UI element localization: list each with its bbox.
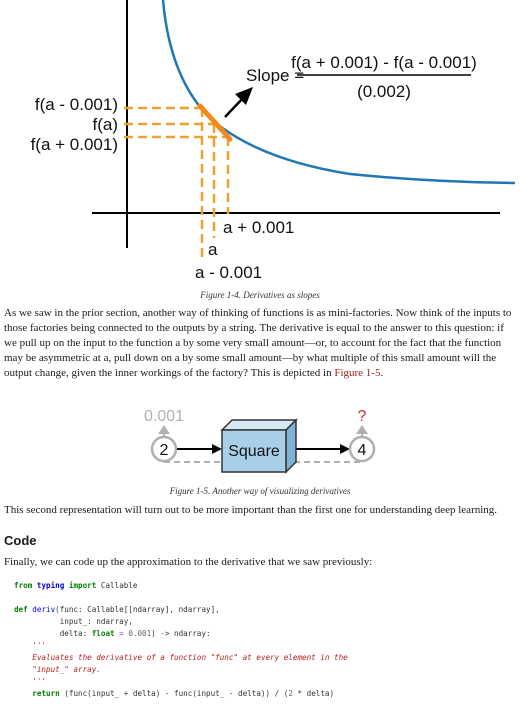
input-value: 2 (159, 442, 169, 459)
input-delta-label: 0.001 (143, 408, 185, 425)
paragraph-factories (4, 306, 516, 381)
figure-1-5-link[interactable]: Figure 1-5 (334, 367, 381, 379)
label-slope-numerator: f(a + 0.001) - f(a - 0.001) (291, 53, 477, 72)
section-heading-code: Code (4, 533, 37, 548)
code-token: * delta) (292, 689, 335, 698)
input-arrow-head (212, 444, 222, 454)
code-line: Evaluates the derivative of a function "func" at every element in the (14, 653, 348, 662)
code-token: 2 (288, 689, 293, 698)
label-slope-denominator: (0.002) (357, 82, 411, 101)
paragraph-code-intro: Finally, we can code up the approximation to the derivative that we saw previously: (4, 556, 373, 568)
output-value: 4 (357, 442, 367, 459)
code-token: ) -> ndarray: (151, 629, 211, 638)
code-token: 0.001 (128, 629, 152, 638)
code-token: = (114, 629, 129, 638)
label-x-a-plus: a + 0.001 (223, 218, 295, 237)
tangent-segment (200, 106, 230, 139)
label-f-a-minus: f(a - 0.001) (34, 95, 118, 114)
paragraph-second-representation: This second representation will turn out to be more important than the first one for understanding deep learning. (4, 504, 498, 516)
code-token: Callable (100, 581, 138, 590)
code-token: def (14, 605, 28, 614)
code-token: return (32, 689, 60, 698)
output-up-arrow (356, 425, 368, 434)
figure-1-4-caption: Figure 1-4. Derivatives as slopes (200, 290, 320, 300)
code-token: delta: (14, 629, 92, 638)
label-x-a: a (208, 240, 218, 259)
code-line: ''' (14, 677, 47, 686)
figure-derivatives-as-slopes (0, 0, 520, 285)
paragraph-factories-end: . (380, 367, 384, 379)
figure-1-5-caption: Figure 1-5. Another way of visualizing derivatives (169, 486, 351, 496)
label-slope-prefix: Slope = (246, 66, 305, 85)
code-block (14, 580, 514, 700)
code-token: from (14, 581, 33, 590)
output-delta-label: ? (357, 408, 367, 425)
output-arrow-head (340, 444, 350, 454)
code-token: import (68, 581, 97, 590)
function-curve (163, 0, 515, 183)
code-token: float (91, 629, 115, 638)
code-token: (func(input_ + delta) - func(input_ - delta)) / ( (59, 689, 289, 698)
label-f-a: f(a) (92, 115, 118, 134)
label-x-a-minus: a - 0.001 (195, 263, 263, 282)
code-line: "input_" array. (14, 665, 101, 674)
code-line: ''' (14, 641, 47, 650)
paragraph-factories-text: As we saw in the prior section, another way of thinking of functions is as mini-factories. Now think of the inputs to those factories being connected to the outputs by a string. The derivative is equal to the answer to this question: if we pull up on the input to the function a by some very small amount—or, to account for the fact that the function may be asymmetric at a, pull down on a by some small amount—by what multiple of this small amount will the output change, given the inner workings of the factory? This is depicted in (4, 307, 512, 379)
code-token: typing (36, 581, 65, 590)
input-up-arrow (158, 425, 170, 434)
square-box-side (286, 420, 296, 472)
square-box-label: Square (228, 443, 280, 460)
code-line: input_: ndarray, (14, 617, 133, 626)
code-token: (func: Callable[[ndarray], ndarray], (55, 605, 220, 614)
label-f-a-plus: f(a + 0.001) (30, 135, 118, 154)
code-token: deriv (32, 605, 56, 614)
figure-visualizing-derivatives (0, 406, 520, 484)
square-box-top (222, 420, 296, 430)
